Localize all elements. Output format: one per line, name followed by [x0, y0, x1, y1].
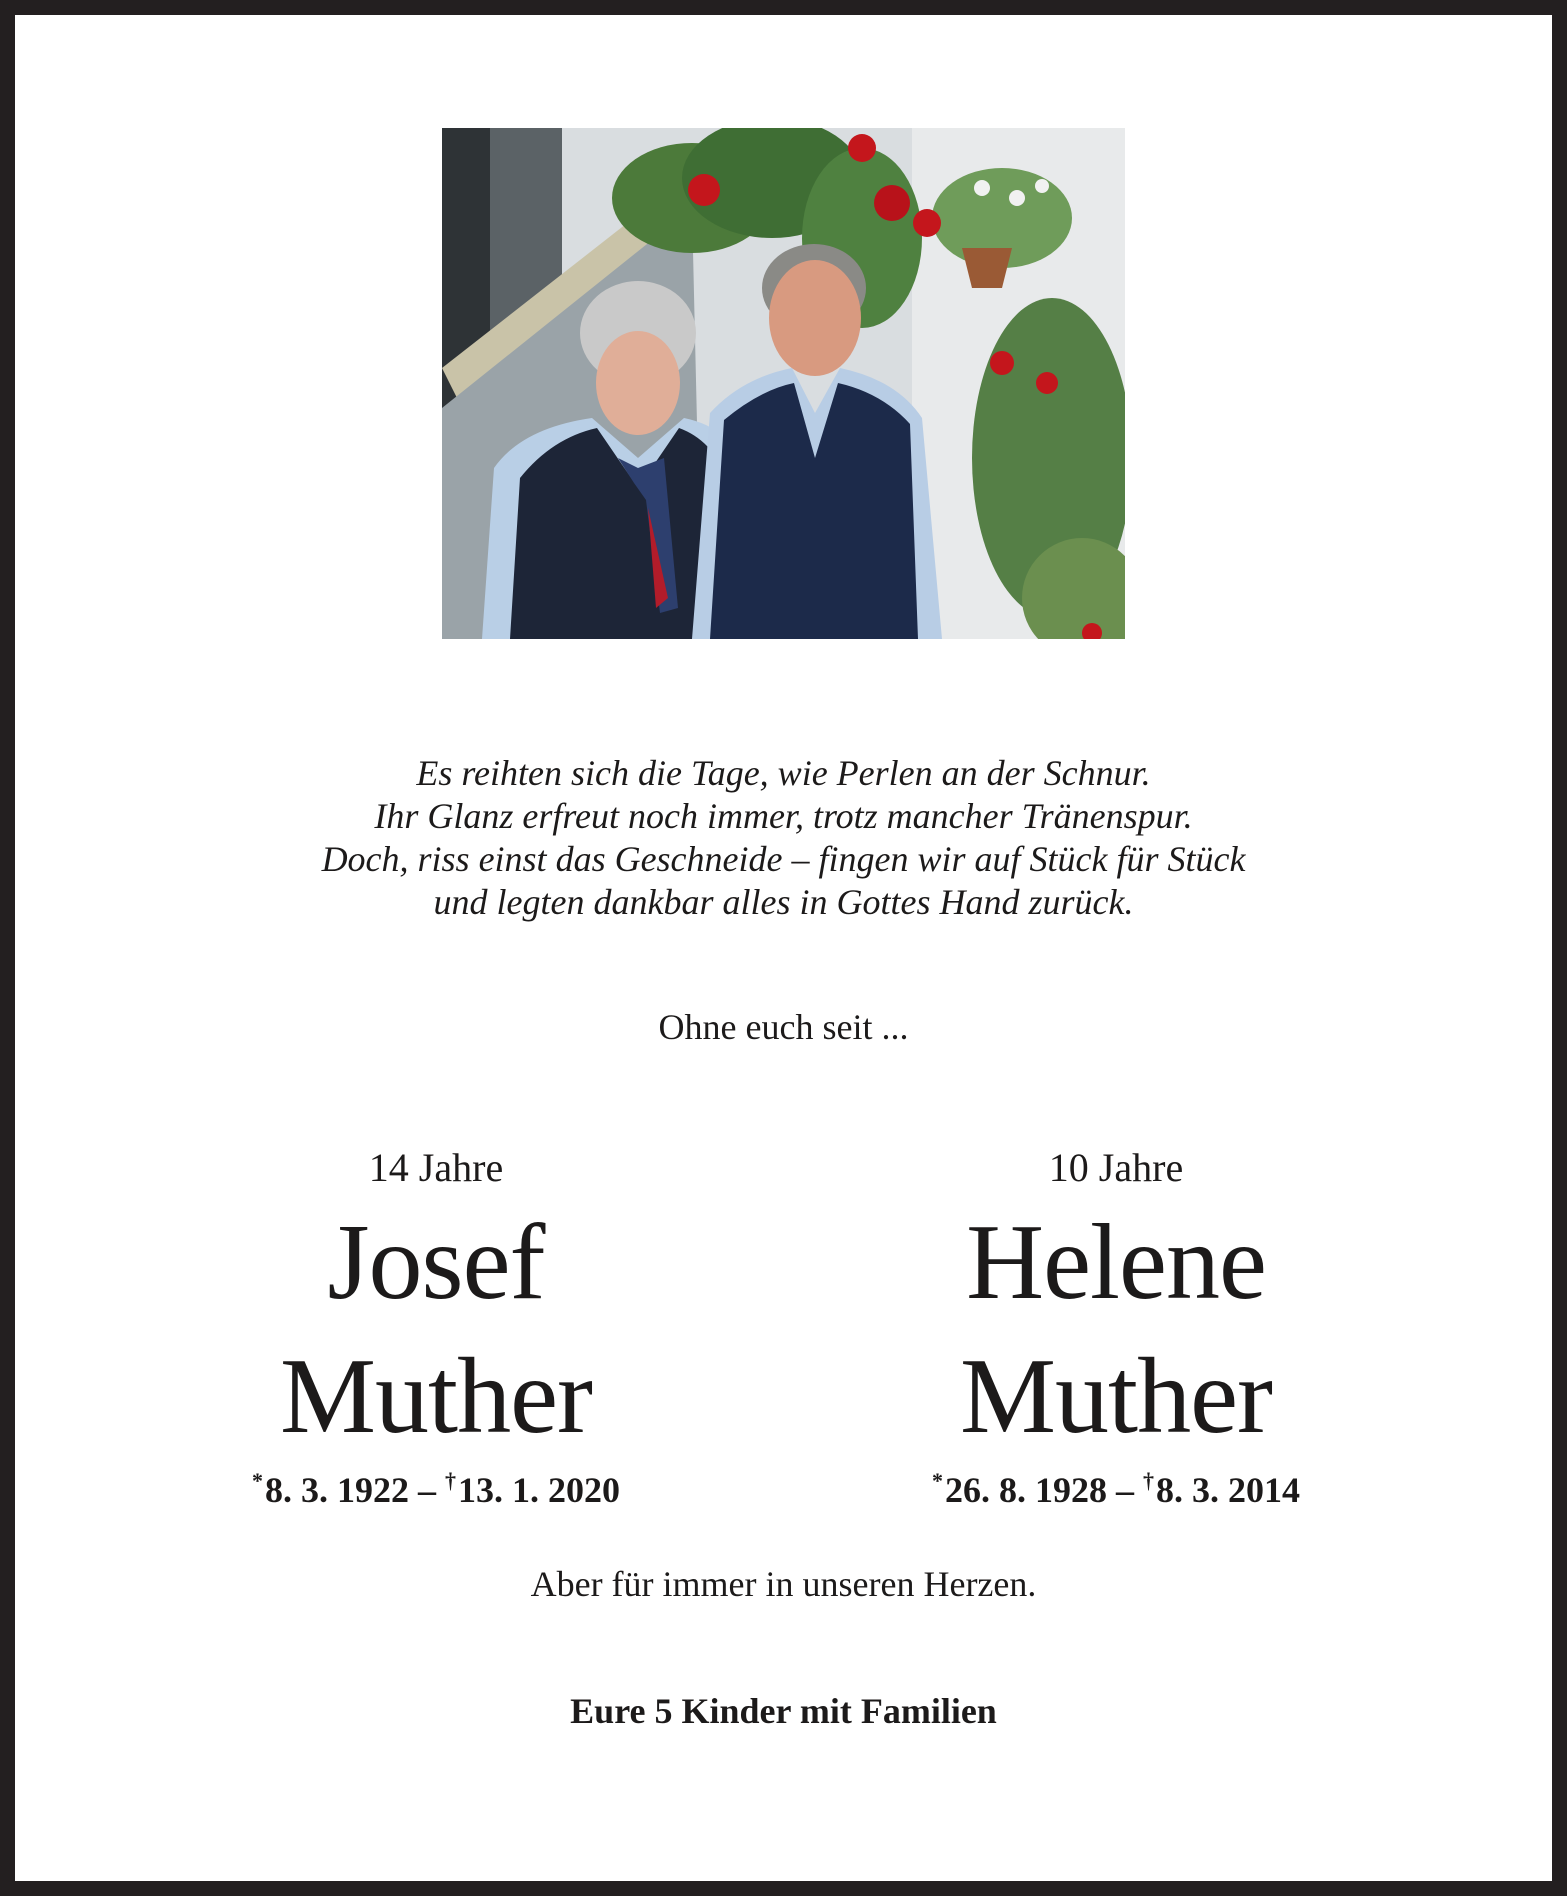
death-symbol: † [445, 1468, 456, 1493]
closing-text: Aber für immer in unseren Herzen. [530, 1564, 1037, 1604]
date-separator: – [409, 1470, 445, 1510]
life-dates [736, 1458, 1496, 1513]
death-symbol: † [1143, 1468, 1154, 1493]
life-dates [56, 1458, 816, 1513]
death-date: 13. 1. 2020 [458, 1470, 620, 1510]
person-helene [736, 1140, 1496, 1513]
poem [0, 752, 1567, 924]
poem-line: Doch, riss einst das Geschneide – fingen wir auf Stück für Stück [321, 839, 1246, 879]
poem-line: und legten dankbar alles in Gottes Hand zurück. [433, 882, 1134, 922]
death-date: 8. 3. 2014 [1156, 1470, 1300, 1510]
last-name: Muther [960, 1337, 1272, 1456]
years-since: 10 Jahre [1048, 1145, 1184, 1190]
birth-symbol: * [932, 1468, 943, 1493]
date-separator: – [1107, 1470, 1143, 1510]
poem-line: Ihr Glanz erfreut noch immer, trotz mancher Tränenspur. [374, 796, 1193, 836]
years-since: 14 Jahre [368, 1145, 504, 1190]
intro-text: Ohne euch seit ... [658, 1007, 909, 1047]
birth-date: 26. 8. 1928 [945, 1470, 1107, 1510]
couple-photo [442, 128, 1125, 639]
person-josef [56, 1140, 816, 1513]
photo-illustration [442, 128, 1125, 639]
birth-date: 8. 3. 1922 [265, 1470, 409, 1510]
first-name: Helene [966, 1203, 1266, 1322]
poem-line: Es reihten sich die Tage, wie Perlen an der Schnur. [416, 753, 1151, 793]
first-name: Josef [327, 1203, 545, 1322]
signature: Eure 5 Kinder mit Familien [570, 1691, 997, 1731]
last-name: Muther [280, 1337, 592, 1456]
birth-symbol: * [252, 1468, 263, 1493]
